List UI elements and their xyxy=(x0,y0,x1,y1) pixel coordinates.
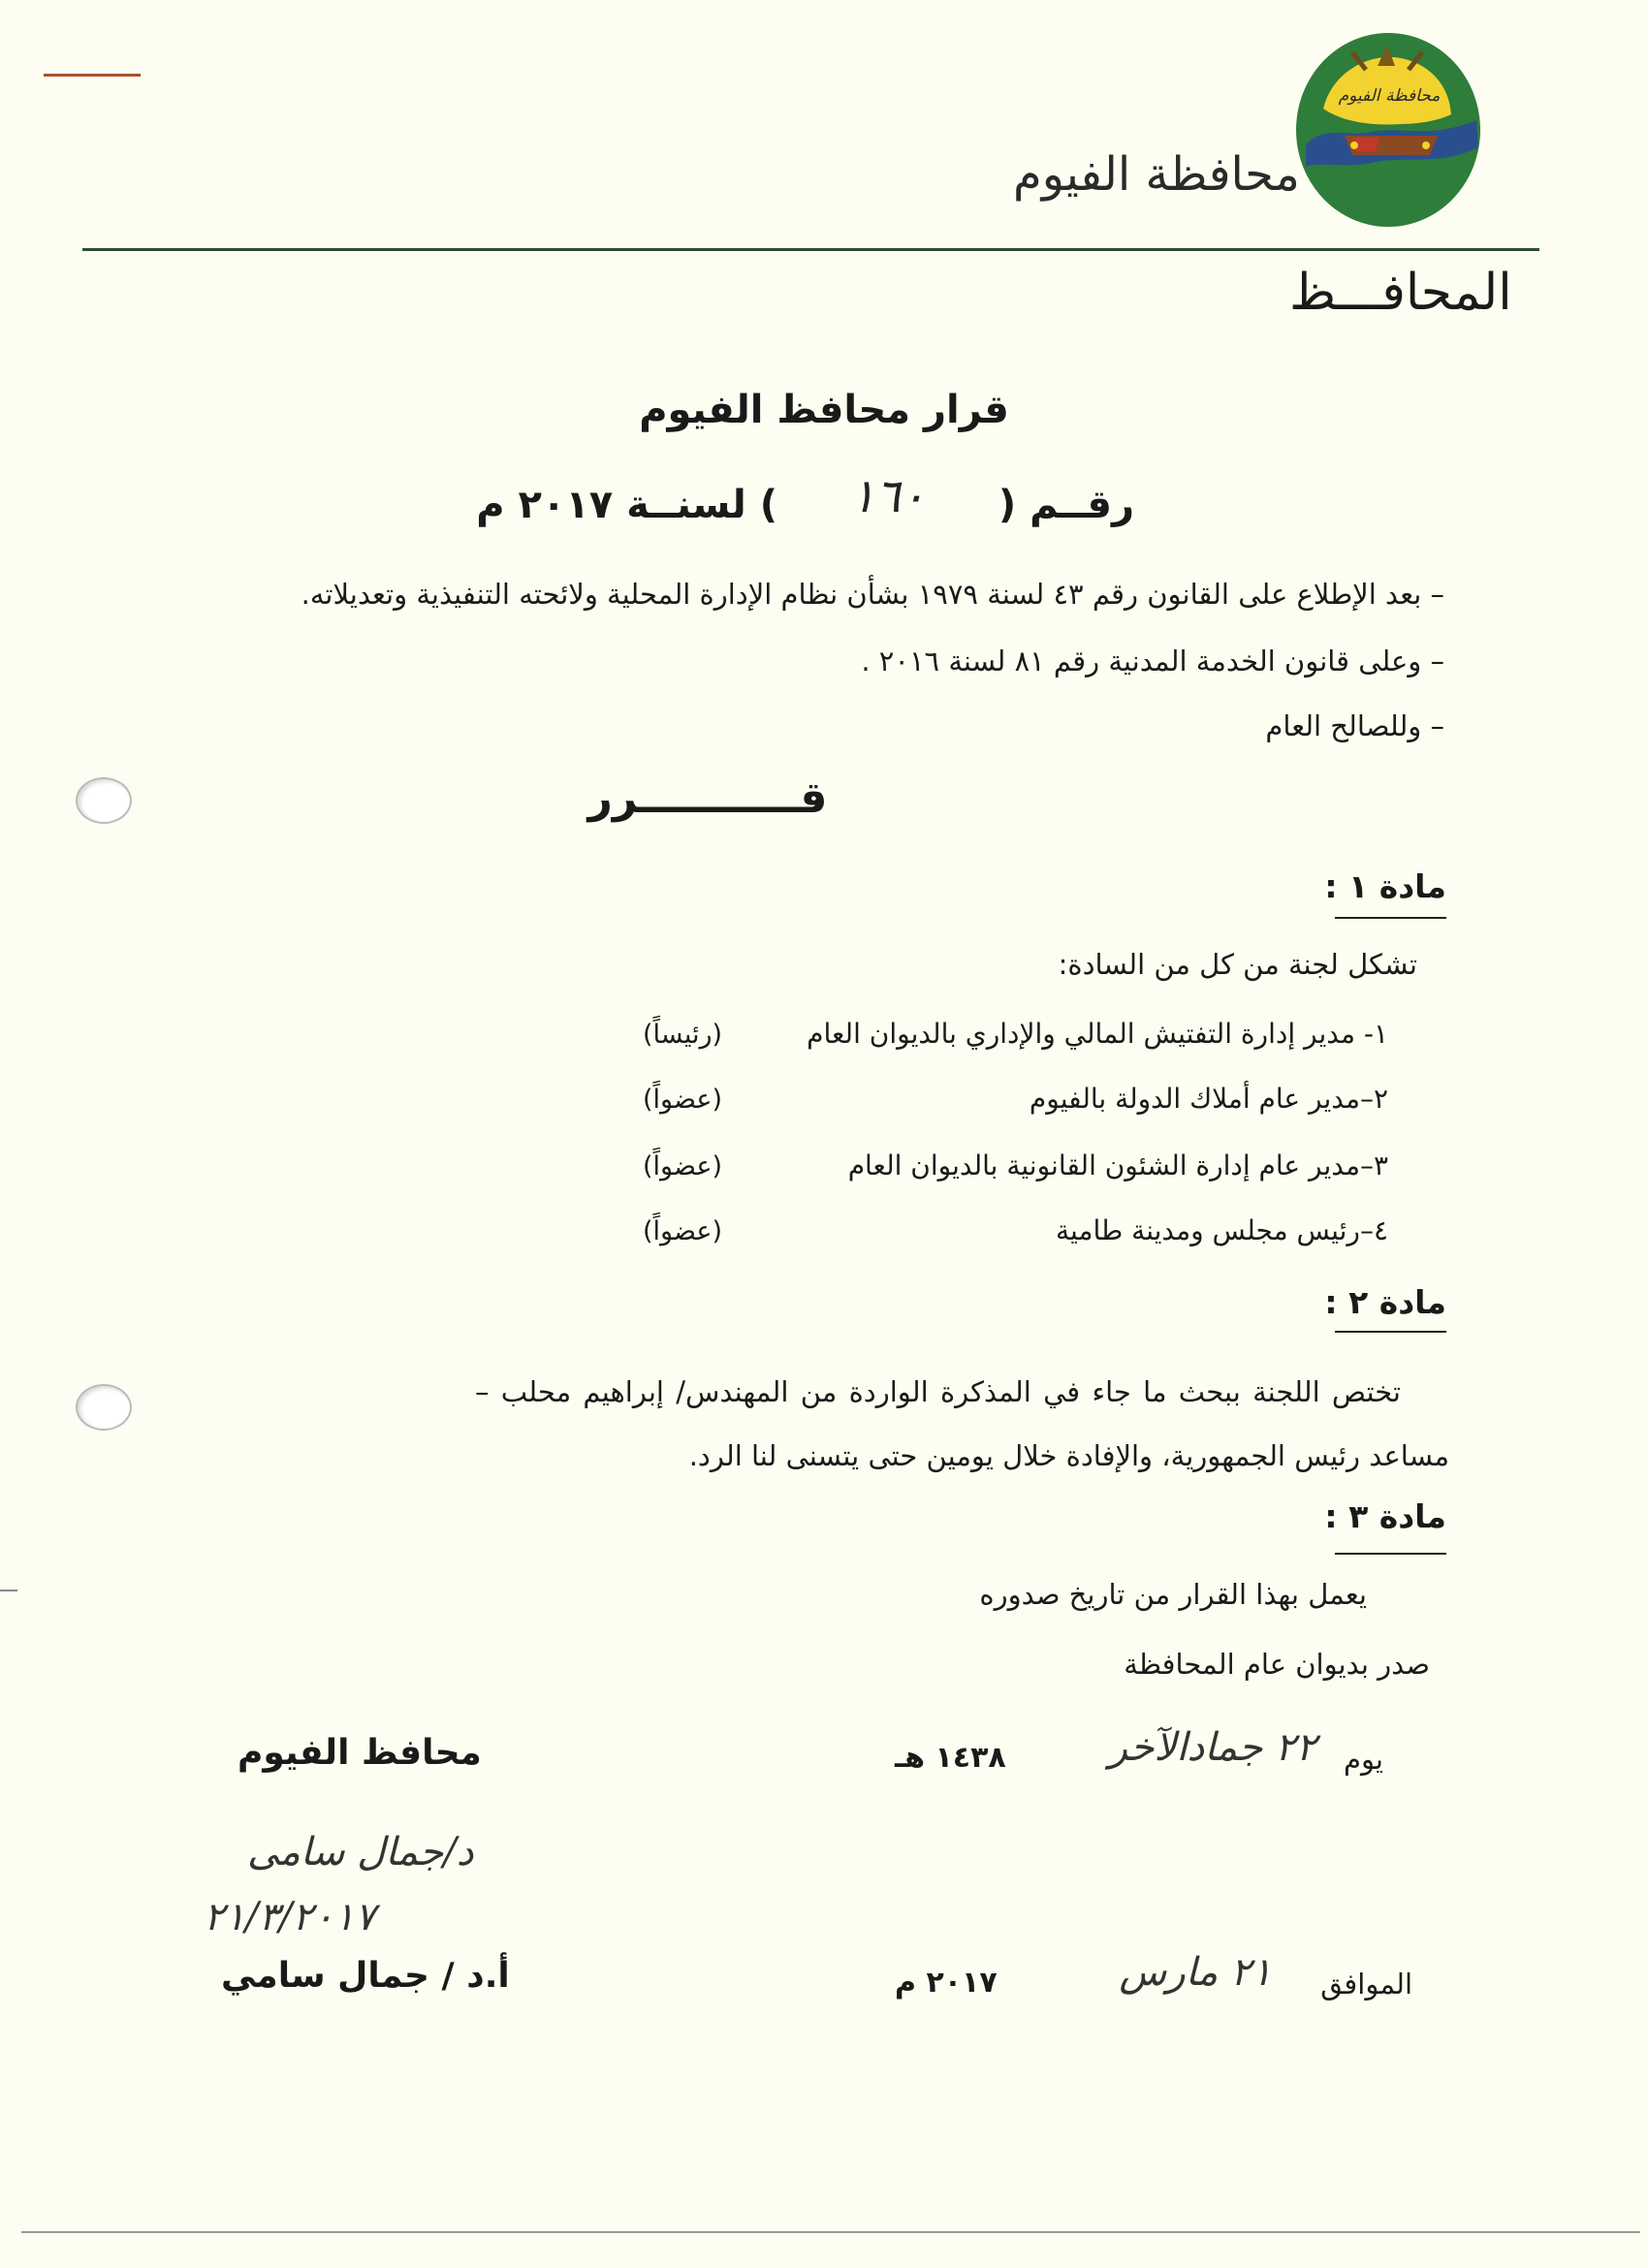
hijri-date-handwritten: ٢٢ جمادالآخر xyxy=(1108,1725,1316,1770)
article-2-underline xyxy=(1335,1331,1446,1333)
punch-hole xyxy=(76,777,132,824)
committee-role-2: (عضواً) xyxy=(643,1085,723,1115)
hijri-year: ١٤٣٨ هـ xyxy=(895,1741,1006,1775)
handwritten-signature: د/جمال سامى xyxy=(247,1830,474,1874)
preamble-line-3: – وللصالح العام xyxy=(1265,709,1444,742)
committee-member-4: ٤–رئيس مجلس ومدينة طامية xyxy=(1056,1214,1388,1246)
preamble-line-2: – وعلى قانون الخدمة المدنية رقم ٨١ لسنة ٢٠١٦ . xyxy=(861,645,1444,677)
article-1-heading: مادة ١ : xyxy=(1324,867,1446,905)
gregorian-date-handwritten: ٢١ مارس xyxy=(1119,1950,1272,1995)
margin-tick xyxy=(0,1590,17,1591)
committee-role-1: (رئيساً) xyxy=(643,1020,723,1050)
article-3-body: يعمل بهذا القرار من تاريخ صدوره xyxy=(979,1578,1367,1611)
preamble-line-1: – بعد الإطلاع على القانون رقم ٤٣ لسنة ١٩٧٩ بشأن نظام الإدارة المحلية ولائحته التنفيذية وتعديلاته. xyxy=(301,578,1444,611)
committee-member-3: ٣–مدير عام إدارة الشئون القانونية بالديوان العام xyxy=(847,1150,1388,1181)
decree-number-value: ١٦٠ xyxy=(850,469,926,523)
decree-number-prefix: رقــم ( xyxy=(998,483,1134,527)
committee-role-4: (عضواً) xyxy=(643,1216,723,1246)
governorate-logo xyxy=(1294,31,1483,230)
handwritten-signature-date: ٢١/٣/٢٠١٧ xyxy=(204,1895,376,1939)
gregorian-year: ٢٠١٧ م xyxy=(895,1966,998,2000)
page-bottom-edge xyxy=(21,2231,1640,2233)
gregorian-date-prefix: الموافق xyxy=(1320,1968,1412,2000)
decided-heading: قـــــــــــرر xyxy=(587,773,828,823)
issued-at: صدر بديوان عام المحافظة xyxy=(1124,1648,1430,1681)
committee-role-3: (عضواً) xyxy=(643,1151,723,1181)
article-1-underline xyxy=(1335,917,1446,919)
decree-title: قرار محافظ الفيوم xyxy=(639,388,1009,432)
committee-member-1: ١- مدير إدارة التفتيش المالي والإداري بالديوان العام xyxy=(807,1018,1388,1050)
governorate-name: محافظة الفيوم xyxy=(1013,147,1300,202)
hijri-date-prefix: يوم xyxy=(1343,1743,1383,1776)
signature-title: محافظ الفيوم xyxy=(238,1733,482,1773)
governor-name: أ.د / جمال سامي xyxy=(221,1956,510,1996)
header-divider xyxy=(82,248,1539,251)
article-3-heading: مادة ٣ : xyxy=(1324,1497,1446,1535)
logo-lettering: محافظة الفيوم xyxy=(1338,86,1441,106)
article-2-heading: مادة ٢ : xyxy=(1324,1283,1446,1321)
decree-number-line xyxy=(476,469,1134,529)
edge-mark xyxy=(44,74,141,77)
office-title: المحافـــظ xyxy=(1289,264,1512,322)
decree-number-suffix: ) لسنــة ٢٠١٧ م xyxy=(476,483,777,527)
article-3-underline xyxy=(1335,1553,1446,1555)
committee-member-2: ٢–مدير عام أملاك الدولة بالفيوم xyxy=(1029,1083,1388,1115)
article-1-intro: تشكل لجنة من كل من السادة: xyxy=(1058,948,1417,981)
punch-hole xyxy=(76,1384,132,1431)
article-2-body: تختص اللجنة ببحث ما جاء في المذكرة الواردة من المهندس/ إبراهيم محلب – مساعد رئيس الجمهورية، والإفادة خلال يومين حتى يتسنى لنا الرد. xyxy=(475,1375,1449,1472)
